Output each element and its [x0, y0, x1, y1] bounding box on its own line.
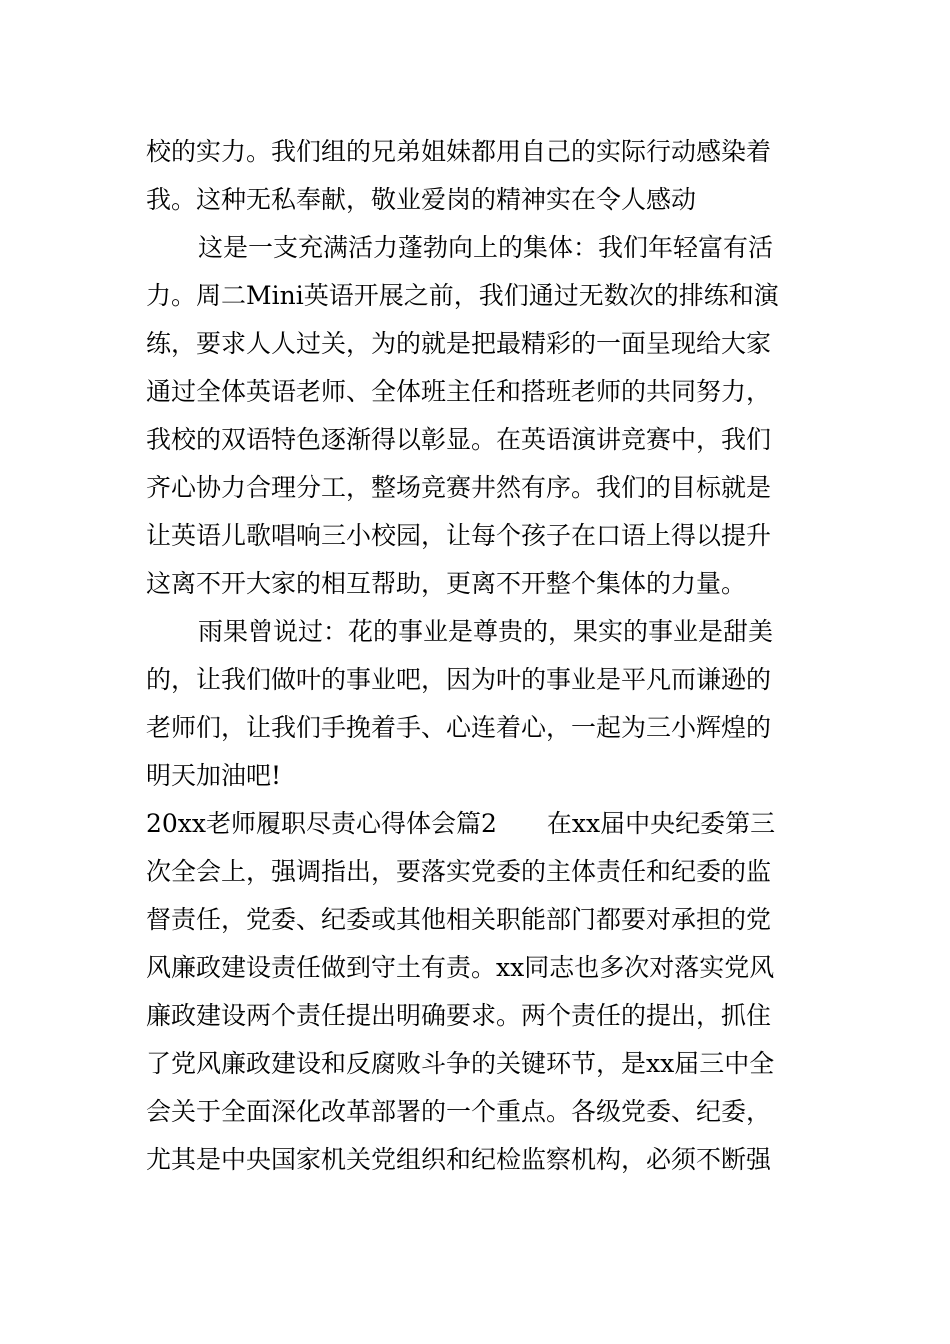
text-line: 会关于全面深化改革部署的一个重点。各级党委、纪委， [146, 1097, 772, 1126]
text-line: 校的实力。我们组的兄弟姐妹都用自己的实际行动感染着 [146, 137, 772, 166]
text-line: 我校的双语特色逐渐得以彰显。在英语演讲竞赛中，我们 [146, 425, 772, 454]
text-line: 这是一支充满活力蓬勃向上的集体：我们年轻富有活 [198, 233, 774, 262]
text-line: 力。周二Mini英语开展之前，我们通过无数次的排练和演 [146, 281, 779, 310]
text-line: 尤其是中央国家机关党组织和纪检监察机构，必须不断强 [146, 1145, 772, 1174]
text-line: 齐心协力合理分工，整场竞赛井然有序。我们的目标就是 [146, 473, 772, 502]
text-line: 次全会上，强调指出，要落实党委的主体责任和纪委的监 [146, 857, 772, 886]
text-line: 明天加油吧! [146, 761, 282, 790]
text-line: 督责任，党委、纪委或其他相关职能部门都要对承担的党 [146, 905, 772, 934]
text-line: 让英语儿歌唱响三小校园，让每个孩子在口语上得以提升 [146, 521, 772, 550]
text-line: 的，让我们做叶的事业吧，因为叶的事业是平凡而谦逊的 [146, 665, 772, 694]
body-text [146, 128, 816, 1184]
text-line: 练，要求人人过关，为的就是把最精彩的一面呈现给大家 [146, 329, 772, 358]
text-line: 通过全体英语老师、全体班主任和搭班老师的共同努力， [146, 377, 772, 406]
text-line: 了党风廉政建设和反腐败斗争的关键环节，是xx届三中全 [146, 1049, 775, 1078]
text-line: 20xx老师履职尽责心得体会篇2 在xx届中央纪委第三 [146, 809, 776, 838]
text-line: 我。这种无私奉献，敬业爱岗的精神实在令人感动 [146, 185, 697, 214]
text-line: 这离不开大家的相互帮助，更离不开整个集体的力量。 [146, 569, 747, 598]
text-line: 雨果曾说过：花的事业是尊贵的，果实的事业是甜美 [198, 617, 774, 646]
text-line: 廉政建设两个责任提出明确要求。两个责任的提出，抓住 [146, 1001, 772, 1030]
text-line: 老师们，让我们手挽着手、心连着心，一起为三小辉煌的 [146, 713, 772, 742]
text-line: 风廉政建设责任做到守土有责。xx同志也多次对落实党风 [146, 953, 775, 982]
